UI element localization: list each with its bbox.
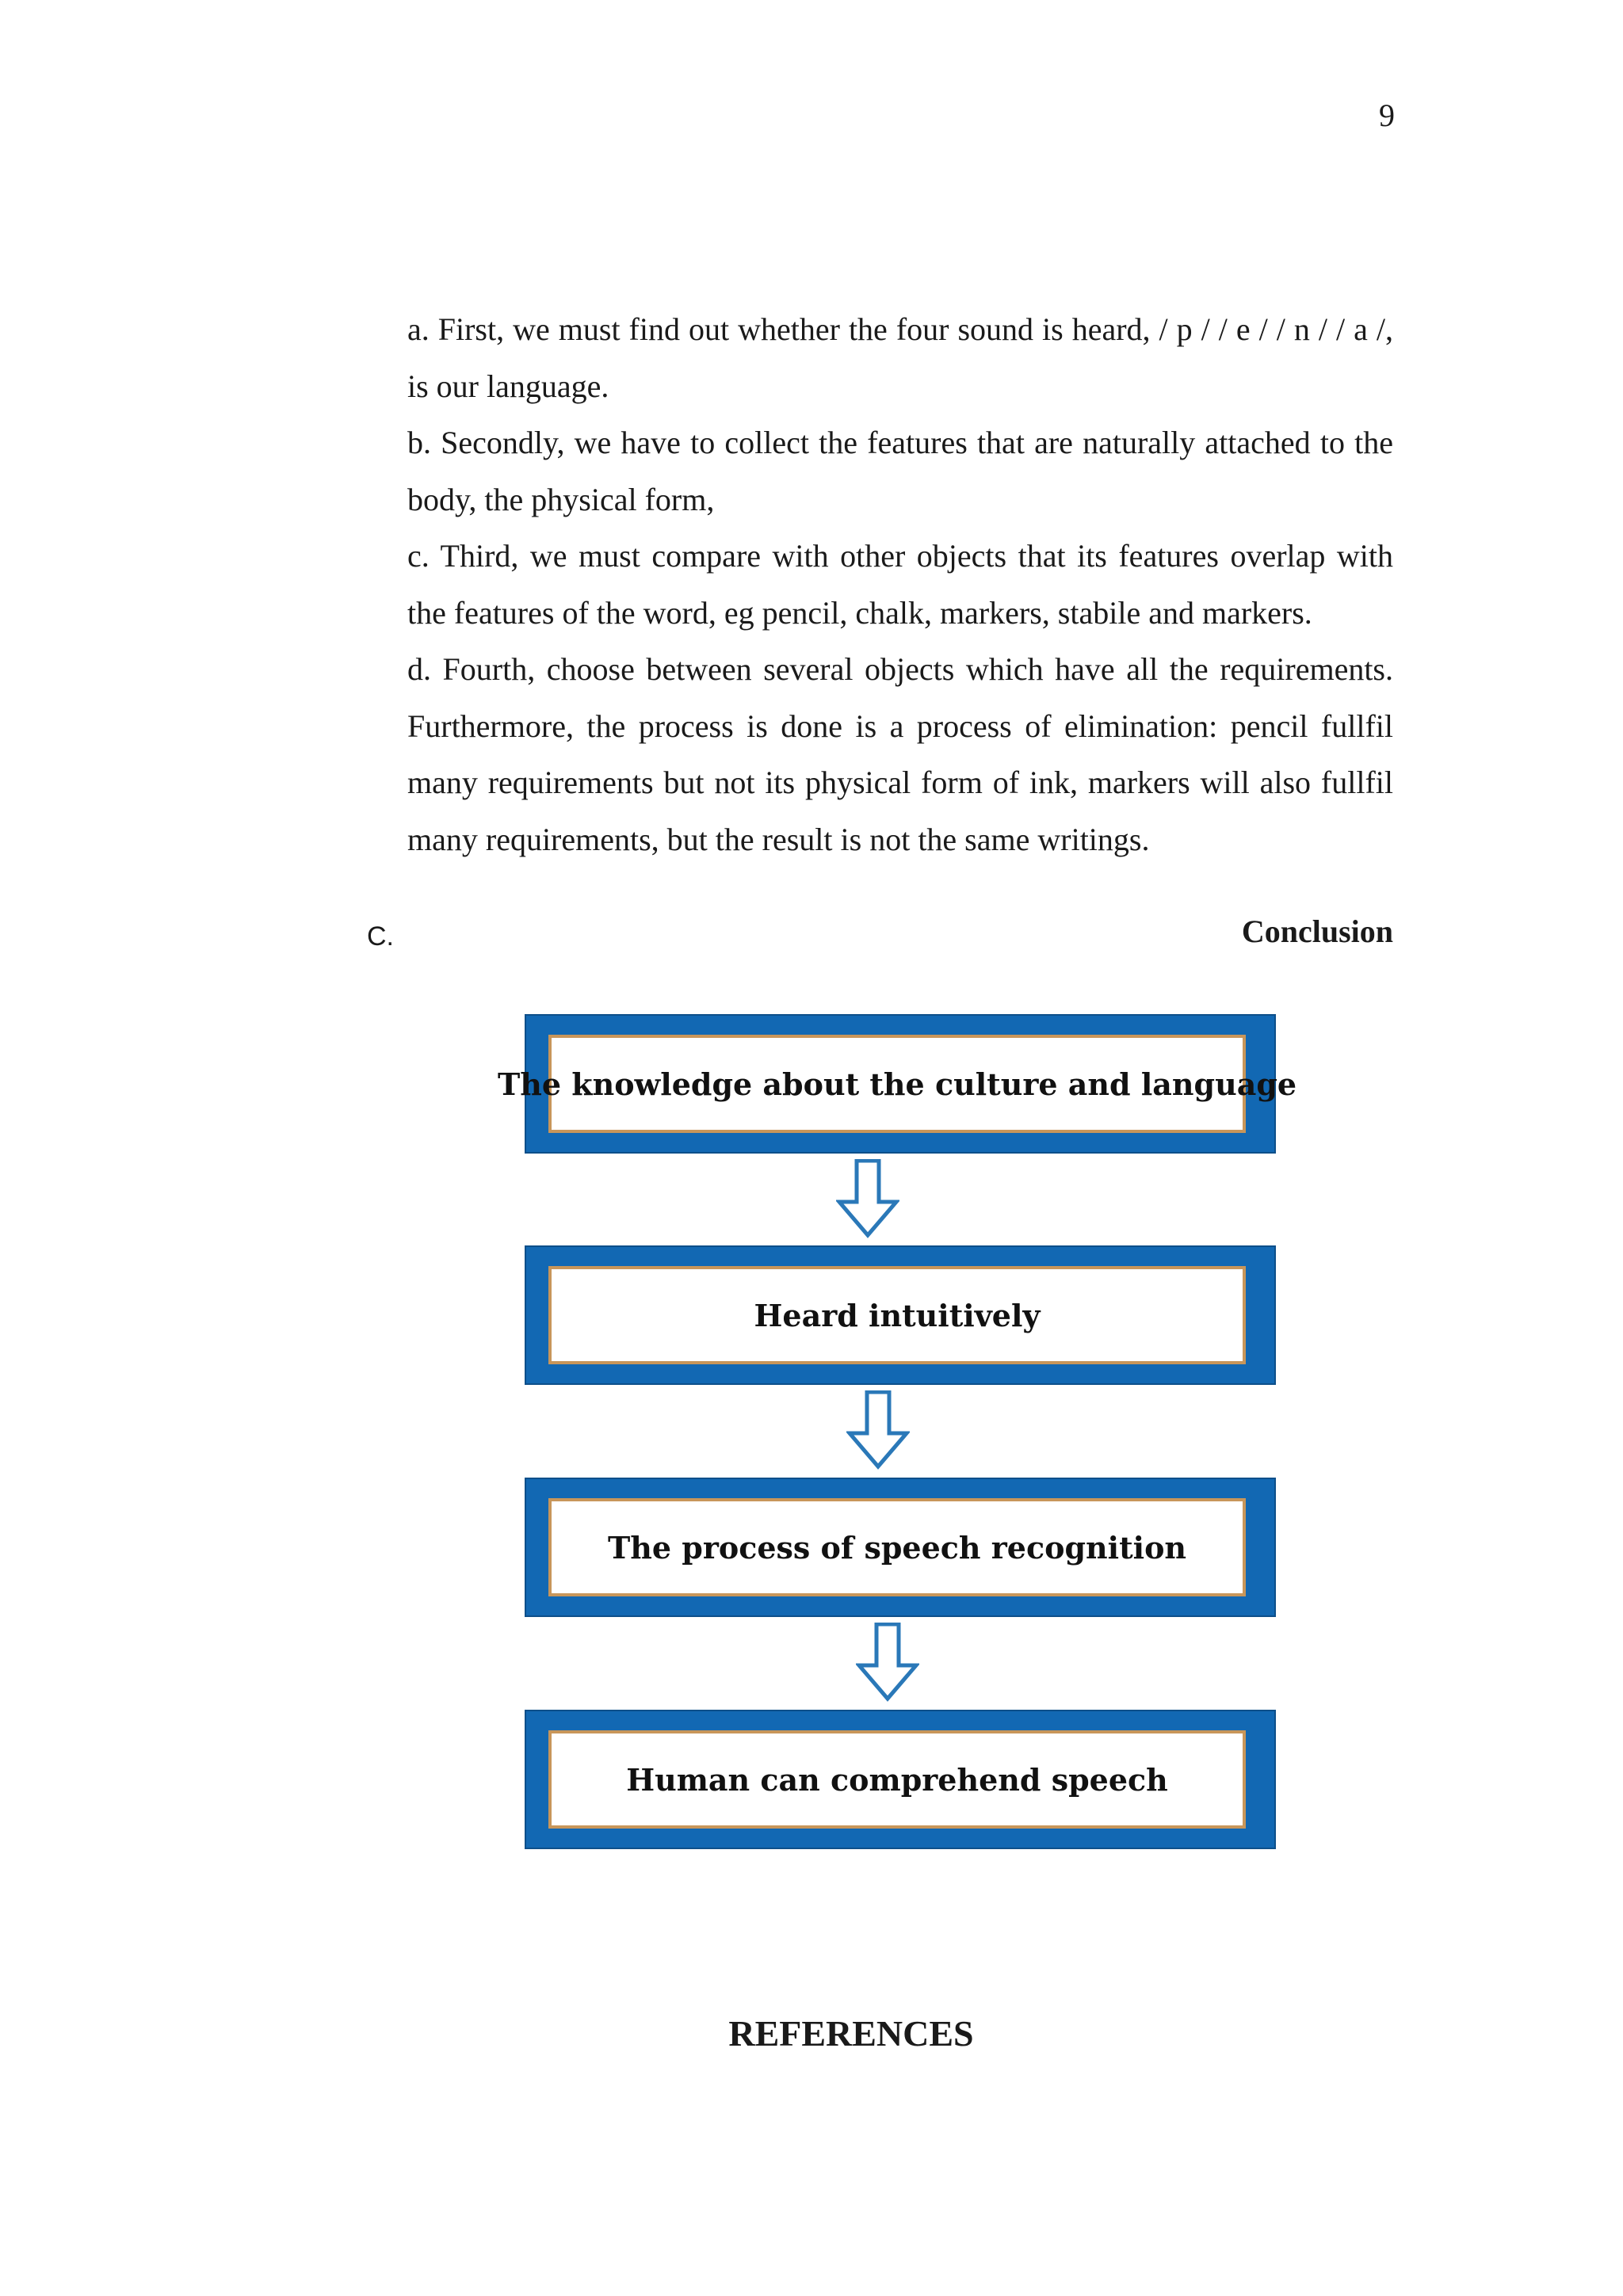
paragraph-d: d. Fourth, choose between several objects which have all the requirements. Furthermore, the process is done is a process of elimination: pencil fullfil many requirements but not its physical form of ink, markers will also fullfil many requirements, but the result is not the same writings. [407, 651, 1393, 857]
flow-step-1-label: The knowledge about the culture and language [548, 1035, 1246, 1133]
section-title: Conclusion [1241, 913, 1393, 949]
flow-step-4-box [525, 1710, 1276, 1849]
down-arrow-icon [836, 1159, 899, 1238]
paragraph-b: b. Secondly, we have to collect the features that are naturally attached to the body, the physical form, [407, 425, 1393, 517]
down-arrow-icon [846, 1390, 910, 1470]
page-number: 9 [1379, 97, 1395, 133]
flow-step-2-label: Heard intuitively [548, 1266, 1246, 1364]
references-heading: REFERENCES [728, 2013, 974, 2054]
paragraph-a: a. First, we must find out whether the four sound is heard, / p / / e / / n / / a /, is our language. [407, 311, 1393, 404]
section-letter: C. [367, 921, 394, 952]
down-arrow-icon [856, 1623, 919, 1702]
flow-step-3-label: The process of speech recognition [548, 1498, 1246, 1596]
flow-step-3-box [525, 1478, 1276, 1617]
paragraph-c: c. Third, we must compare with other objects that its features overlap with the features of the word, eg pencil, chalk, markers, stabile and markers. [407, 538, 1393, 631]
flow-step-4-label: Human can comprehend speech [548, 1730, 1246, 1829]
flow-step-1-box [497, 1014, 1297, 1154]
body-text [407, 301, 1393, 868]
flow-step-2-box [525, 1245, 1276, 1385]
